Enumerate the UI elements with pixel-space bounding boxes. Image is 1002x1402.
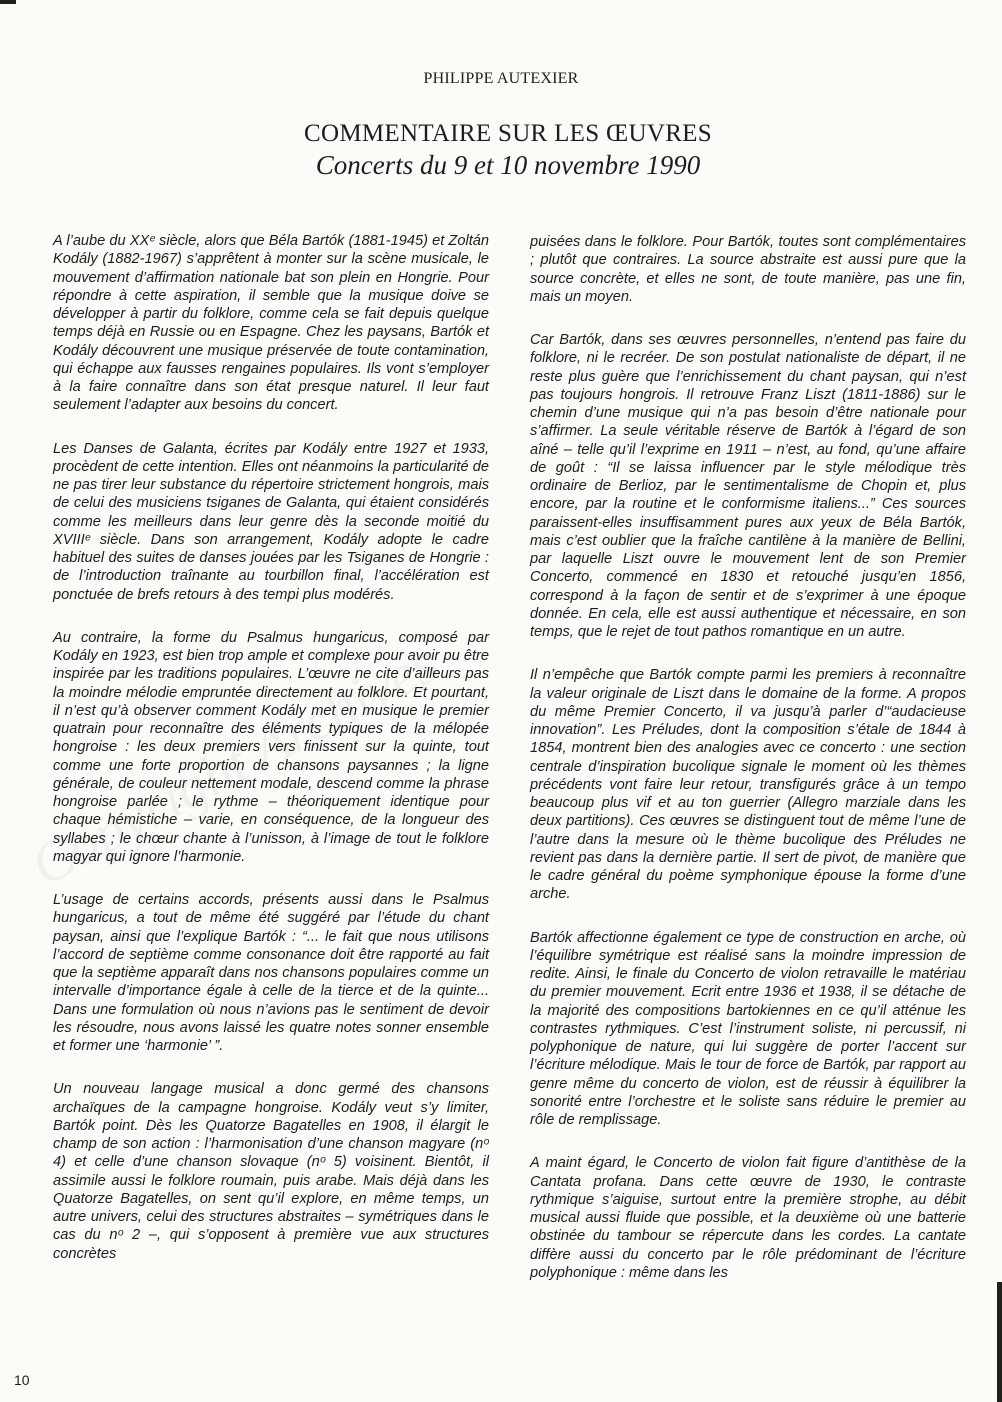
paragraph: L’usage de certains accords, présents aussi dans le Psalmus hungaricus, a tout de même été suggéré par l’étude du chant paysan, ainsi que l’explique Bartók : “... le fait que nous utilisons l’accord de septième comme consonance doit être rapporté au fait que la septième apparaît dans nos chansons populaires comme un intervalle d’importance égale à celle de la tierce et de la quinte... Dans une formulation où nous n’avions pas le sentiment de devoir les résoudre, nous avons laissé les quatre notes sonner ensemble et former une ‘harmonie’ ”. [53, 892, 489, 1054]
paragraph: Au contraire, la forme du Psalmus hungaricus, composé par Kodály en 1923, est bien trop ample et complexe pour avoir pu être inspirée par les traditions populaires. L’œuvre ne cite d’ailleurs pas la moindre mélodie empruntée directement au folklore. Et pourtant, il n’est qu’à observer comment Kodály met en musique le premier quatrain pour reconnaître des éléments typiques de la mélopée hongroise : les deux premiers vers finissent sur la quinte, tout comme une forte proportion de chansons paysannes ; la ligne générale, de couleur nettement modale, descend comme la phrase hongroise parlée ; le rythme – théoriquement identique pour chaque hémistiche – varie, en conséquence, de la longueur des syllabes ; le chœur chante à l’unisson, à l’image de tout le folklore magyar qui ignore l’harmonie. [53, 629, 489, 865]
text-column-left [53, 232, 489, 1288]
paragraph: Les Danses de Galanta, écrites par Kodály entre 1927 et 1933, procèdent de cette intention. Elles ont néanmoins la particularité de ne pas tirer leur substance du répertoire strictement hongrois, mais de celui des musiciens tsiganes de Galanta, qui étaient considérés comme les meilleurs dans leur genre dès la seconde moitié du XVIIIᵉ siècle. Dans son arrangement, Kodály adopte le cadre habituel des suites de danses jouées par les Tsiganes de Hongrie : de l’introduction traînante au tourbillon final, l’accélération est ponctuée de brefs retours à des tempi plus modérés. [53, 440, 489, 603]
text-column-right [530, 232, 966, 1307]
paragraph: Car Bartók, dans ses œuvres personnelles, n’entend pas faire du folklore, ni le recréer. De son postulat nationaliste de départ, il ne reste plus guère que l’enrichissement du chant paysan, qui n’est pas toujours hongrois. Il retrouve Franz Liszt (1811-1886) sur le chemin d’une musique qui n’a pas besoin d’être nationale pour s’affirmer. La seule véritable réserve de Bartók à l’égard de son aîné – telle qu’il l’exprime en 1911 – n’est, au fond, qu’une affaire de goût : “Il se laissa influencer par le style mélodique très ordinaire de Berlioz, par le sentimentalisme de Chopin et, plus encore, par la routine et le conformisme italiens...” Ces sources paraissent-elles insuffisamment pures aux yeux de Béla Bartók, mais c’est oublier que la fraîche cantilène à la manière de Bellini, par laquelle Liszt ouvre le mouvement lent de son Premier Concerto, commencé en 1830 et retouché jusqu’en 1856, correspond à la façon de sentir et de s’exprimer à une époque donnée. En cela, elle est aussi authentique et nécessaire, en son temps, que le rejet de tout pathos romantique en un autre. [530, 332, 966, 640]
page-title: COMMENTAIRE SUR LES ŒUVRES [304, 120, 712, 147]
scan-edge-mark [0, 0, 16, 4]
page-number: 10 [14, 1372, 30, 1388]
page-subtitle: Concerts du 9 et 10 novembre 1990 [315, 150, 701, 180]
paragraph: Il n’empêche que Bartók compte parmi les premiers à reconnaître la valeur originale de Liszt dans le domaine de la forme. A propos du même Premier Concerto, il va jusqu’à parler d’“audacieuse innovation”. Les Préludes, dont la composition s’étale de 1844 à 1854, montrent bien des analogies avec ce concerto : une section centrale d’inspiration bucolique signale le moment où les thèmes précédents vont faire leur retour, transfigurés grâce à un tempo beaucoup plus vif et au ton guerrier (Allegro marziale dans les deux partitions). Ces œuvres se distinguent tout de même l’une de l’autre dans la mesure où le thème bucolique des Préludes ne revient pas dans la dernière partie. Il sert de pivot, de manière que le cadre général du poème symphonique épouse la forme d’une arche. [530, 667, 966, 903]
paragraph: Un nouveau langage musical a donc germé des chansons archaïques de la campagne hongroise. Kodály veut s’y limiter, Bartók point. Dès les Quatorze Bagatelles en 1908, il élargit le champ de son action : l’harmonisation d’une chanson magyare (nᵒ 4) et celle d’une chanson slovaque (nᵒ 5) voisinent. Bientôt, il assimile aussi le folklore roumain, puis arabe. Mais déjà dans les Quatorze Bagatelles, on sent qu’il explore, en même temps, un autre univers, celui des structures abstraites – symétriques dans le cas du nᵒ 2 –, qui s’opposent à première vue aux structures concrètes [53, 1081, 489, 1262]
paragraph: puisées dans le folklore. Pour Bartók, toutes sont complémentaires ; plutôt que contraires. La source abstraite est aussi pure que la source concrète, et elles ne sont, de toute manière, pas une fin, mais un moyen. [530, 234, 966, 305]
paragraph: Bartók affectionne également ce type de construction en arche, où l’équilibre symétrique est réalisé sans la moindre impression de redite. Ainsi, le finale du Concerto de violon retravaille le matériau du premier mouvement. Ecrit entre 1936 et 1938, il se détache de la majorité des compositions bartokiennes en ce qu’il atténue les contrastes rythmiques. C’est l’instrument soliste, ni percussif, ni polyphonique de nature, qui lui suggère de porter l’accent sur l’écriture mélodique. Mais le tour de force de Bartók, par rapport au genre même du concerto de violon, est de réussir à équilibrer la sonorité entre l’orchestre et le soliste sans réduire le premier au rôle de remplissage. [530, 929, 966, 1128]
paragraph: A l’aube du XXᵉ siècle, alors que Béla Bartók (1881-1945) et Zoltán Kodály (1882-1967) s’apprêtent à monter sur la scène musicale, le mouvement d’affirmation nationale bat son plein en Hongrie. Pour répondre à cette aspiration, il semble que la musique doive se développer à partir du folklore, comme cela se fait depuis quelque temps déjà en Russie ou en Espagne. Chez les paysans, Bartók et Kodály découvrent une musique préservée de toute contamination, qui échappe aux fausses rengaines populaires. Ils vont s’employer à la faire connaître dans son état presque naturel. Il leur faut seulement l’adapter aux besoins du concert. [53, 233, 489, 414]
author-name: PHILIPPE AUTEXIER [423, 70, 579, 87]
scan-edge-mark [997, 1282, 1002, 1402]
paragraph: A maint égard, le Concerto de violon fait figure d’antithèse de la Cantata profana. Dans cette œuvre de 1930, le contraste rythmique s’aiguise, surtout entre la première strophe, au débit musical aussi fluide que possible, et la deuxième où une batterie obstinée du tambour se répercute dans les cordes. La cantate diffère aussi du concerto par le rôle prédominant de l’écriture polyphonique : même dans les [530, 1155, 966, 1281]
